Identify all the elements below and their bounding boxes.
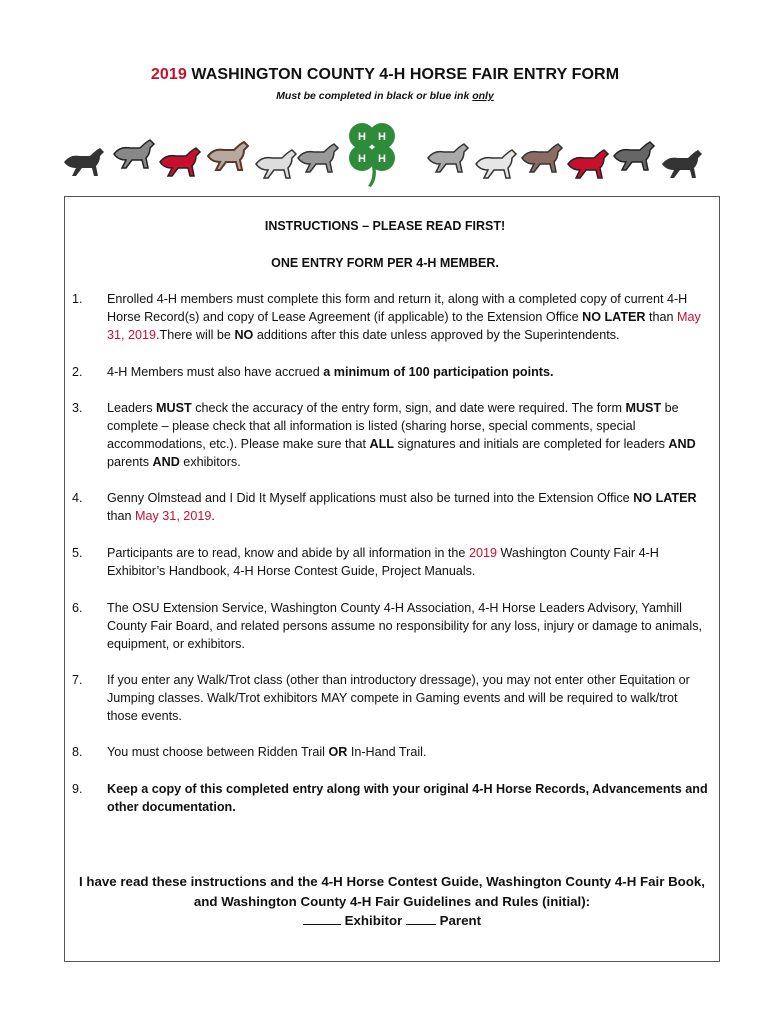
item-text (107, 544, 711, 580)
bold-run: MUST (156, 401, 192, 415)
bold-run: Keep a copy of this completed entry along with your original 4-H Horse Records, Advancements and other documentation. (107, 782, 708, 814)
running-horse-icon (110, 134, 158, 174)
running-horse-icon (610, 136, 658, 176)
clover-letter: H (378, 153, 386, 165)
clover-letter: H (358, 131, 366, 143)
title-year: 2019 (150, 66, 187, 83)
running-horse-icon (252, 144, 300, 184)
item-text (107, 489, 711, 525)
item-number: 3. (72, 401, 83, 415)
bold-run: a minimum of 100 participation points. (323, 365, 554, 379)
text-run: parents (107, 455, 153, 469)
item-number: 2. (72, 365, 83, 379)
bold-run: ALL (369, 437, 394, 451)
text-run: Washington County Fair 4-H Exhibitor’s Handbook, 4-H Horse Contest Guide, Project Manuals. (107, 546, 659, 578)
text-run: .There will be (156, 328, 235, 342)
item-number: 9. (72, 782, 83, 796)
acknowledgement-line-2: and Washington County 4-H Fair Guidelines and Rules (initial): (193, 893, 591, 909)
running-horse-icon (424, 138, 472, 178)
ink-instruction-text: Must be completed in black or blue ink (276, 90, 473, 102)
ink-instruction (0, 90, 770, 102)
item-text: The OSU Extension Service, Washington County 4-H Association, 4-H Horse Leaders Advisory, Yamhill County Fair Board, and related persons assume no responsibility for any loss, injury or damage to animals, equipment, or exhibitors. (107, 601, 702, 651)
text-run: . (211, 509, 215, 523)
item-number: 7. (72, 673, 83, 687)
bold-run: MUST (625, 401, 662, 415)
horse-banner (58, 120, 712, 190)
running-horse-icon (204, 136, 252, 176)
item-number: 6. (72, 601, 83, 615)
text-run: You must choose between Ridden Trail (107, 745, 329, 759)
text-run: exhibitors. (179, 455, 241, 469)
parent-label: Parent (435, 913, 482, 928)
exhibitor-initial-field[interactable] (303, 912, 341, 925)
bold-run: AND (152, 455, 180, 469)
item-text (107, 780, 711, 816)
item-number: 5. (72, 546, 83, 560)
text-run: Enrolled 4-H members must complete this form and return it, along with a completed copy of current 4-H Horse Record(s) and copy of Lease Agreement (if applicable) to the Extension Office (107, 292, 688, 324)
running-horse-icon (472, 144, 520, 184)
acknowledgement-line-1: I have read these instructions and the 4-H Horse Contest Guide, Washington County 4-H Fair Book, (78, 874, 706, 889)
fair-year: 2019 (468, 546, 497, 560)
title-text: WASHINGTON COUNTY 4-H HORSE FAIR ENTRY FORM (186, 66, 620, 83)
running-horse-icon (156, 142, 204, 182)
running-horse-icon (60, 142, 108, 182)
text-run: be complete – please check that all information is listed (sharing horse, special comments, special accommodations, etc.). Please make sure that (107, 401, 679, 451)
deadline-date: May 31, 2019 (135, 509, 212, 523)
4h-clover-logo-icon (342, 120, 402, 190)
item-text (107, 743, 711, 761)
item-text (107, 399, 711, 471)
running-horse-icon (658, 144, 706, 184)
ink-instruction-only: only (472, 90, 494, 102)
text-run: Genny Olmstead and I Did It Myself applications must also be turned into the Extension Office (107, 491, 634, 505)
exhibitor-label: Exhibitor (340, 913, 406, 928)
text-run: In-Hand Trail. (347, 745, 427, 759)
item-text (107, 363, 711, 381)
clover-letter: H (358, 153, 366, 165)
text-run: signatures and initials are completed for leaders (393, 437, 669, 451)
bold-run: NO LATER (633, 491, 697, 505)
instructions-heading: INSTRUCTIONS – PLEASE READ FIRST! (264, 219, 506, 233)
text-run: Leaders (107, 401, 157, 415)
acknowledgement-statement (64, 872, 720, 931)
bold-run: AND (668, 437, 696, 451)
item-number: 1. (72, 292, 83, 306)
running-horse-icon (518, 138, 566, 178)
bold-run: OR (328, 745, 348, 759)
text-run: than (107, 509, 136, 523)
text-run: check the accuracy of the entry form, sign, and date were required. The form (191, 401, 626, 415)
text-run: 4-H Members must also have accrued (107, 365, 324, 379)
deadline-date: May 31, 2019 (107, 310, 701, 342)
text-run: than (645, 310, 678, 324)
text-run: additions after this date unless approved by the Superintendents. (253, 328, 620, 342)
parent-initial-field[interactable] (406, 912, 436, 925)
item-text: If you enter any Walk/Trot class (other than introductory dressage), you may not enter other Equitation or Jumping classes. Walk/Trot exhibitors MAY compete in Gaming events and will be required to walk/trot those events. (107, 673, 690, 723)
item-text (107, 290, 711, 344)
running-horse-icon (564, 144, 612, 184)
bold-run: NO LATER (582, 310, 646, 324)
item-number: 4. (72, 491, 83, 505)
initials-row (64, 911, 720, 931)
bold-run: NO (234, 328, 254, 342)
running-horse-icon (294, 138, 342, 178)
text-run: Participants are to read, know and abide by all information in the (107, 546, 469, 560)
item-number: 8. (72, 745, 83, 759)
clover-letter: H (378, 131, 386, 143)
instructions-subheading: ONE ENTRY FORM PER 4-H MEMBER. (271, 256, 499, 270)
form-title (0, 66, 770, 84)
